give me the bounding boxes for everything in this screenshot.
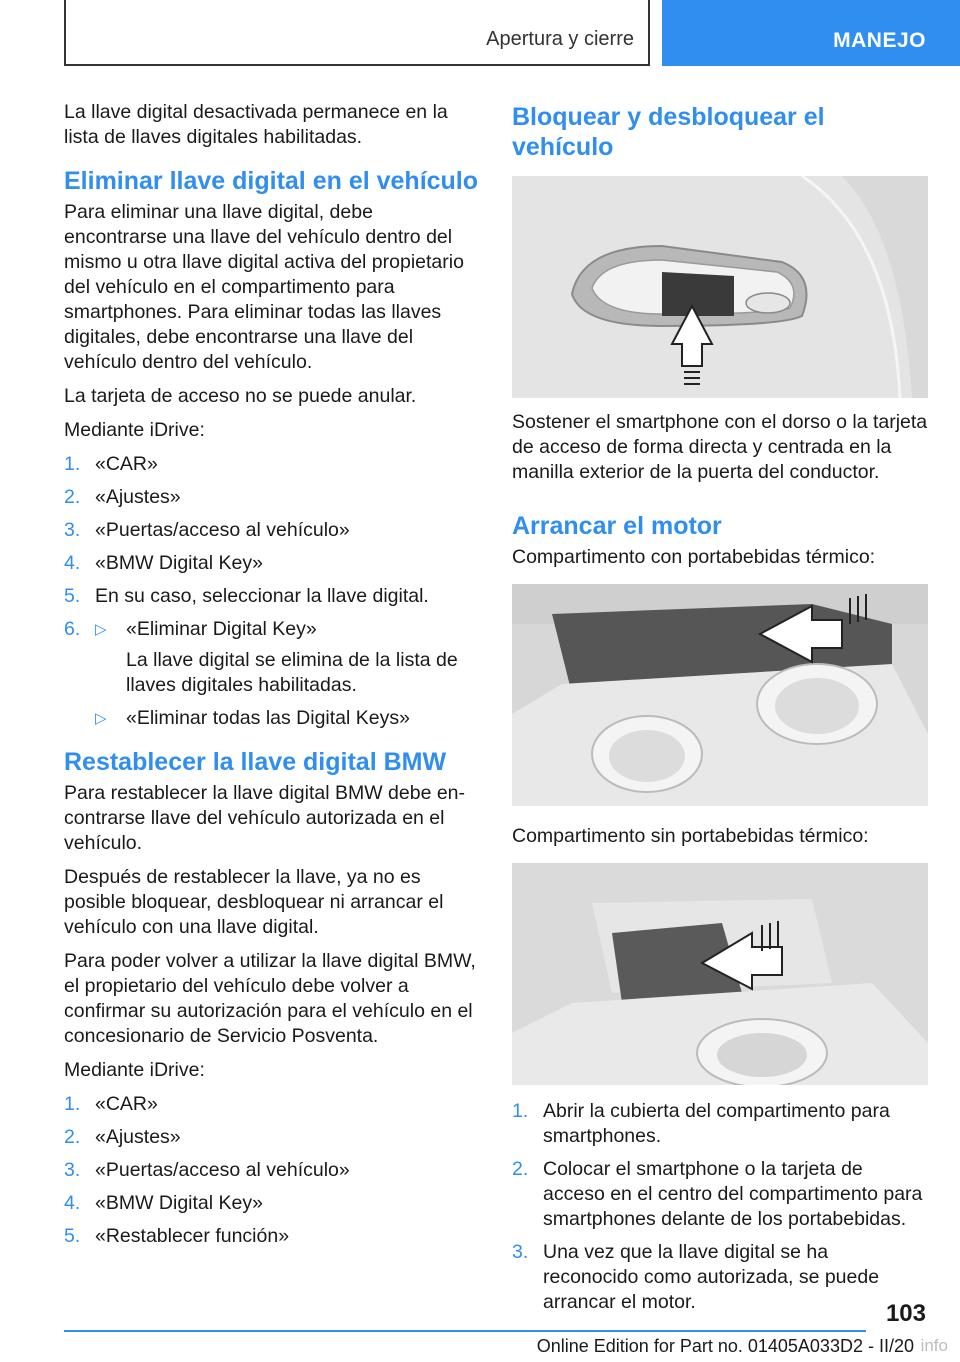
step-text: «BMW Digital Key»	[95, 552, 263, 574]
watermark: info	[920, 1336, 948, 1355]
chapter-tab-label: MANEJO	[833, 29, 926, 52]
door-handle-illustration	[512, 176, 928, 398]
step-text: «Puertas/acceso al vehículo»	[95, 519, 350, 541]
step-text: Una vez que la llave digital se ha reconocido como autorizada, se puede arrancar el motor.	[543, 1241, 880, 1313]
start-paragraph-1: Compartimento con portabebidas térmico:	[512, 546, 876, 568]
step-text: Abrir la cubierta del compartimento para smartphones.	[543, 1100, 890, 1147]
sub-item-label: «Eliminar Digital Key»	[126, 618, 317, 640]
step-text: En su caso, seleccionar la llave digital.	[95, 585, 429, 607]
list-item	[64, 584, 480, 609]
step-text: «BMW Digital Key»	[95, 1192, 263, 1214]
step-number: 1.	[64, 453, 81, 475]
intro-paragraph: La llave digital desactivada permanece en la lista de llaves digitales habilitadas.	[64, 101, 448, 148]
list-item	[512, 1099, 928, 1149]
sub-item	[95, 706, 480, 731]
header-frame	[64, 0, 650, 66]
list-item	[64, 1125, 480, 1150]
reset-paragraph-2: Después de restablecer la llave, ya no es posible bloquear, desbloquear ni arrancar el vehículo con una llave digital.	[64, 866, 444, 938]
reset-paragraph-3: Para poder volver a utilizar la llave digital BMW, el propietario del vehículo debe volver a confirmar su autorización para el vehículo en el concesionario de Servicio Posventa.	[64, 950, 476, 1047]
step-number: 6.	[64, 618, 81, 640]
step-number: 3.	[64, 519, 81, 541]
section-title: Apertura y cierre	[486, 28, 634, 50]
compartment-standard-icon	[512, 863, 928, 1085]
step-number: 1.	[512, 1100, 529, 1122]
compartment-thermal-illustration	[512, 584, 928, 806]
step-number: 5.	[64, 1225, 81, 1247]
compartment-standard-illustration	[512, 863, 928, 1085]
start-paragraph-2: Compartimento sin portabebidas térmico:	[512, 825, 869, 847]
heading-start-engine: Arrancar el motor	[512, 512, 722, 540]
compartment-thermal-icon	[512, 584, 928, 806]
step-text: «CAR»	[95, 453, 158, 475]
step-number: 1.	[64, 1093, 81, 1115]
step-text: «Restablecer función»	[95, 1225, 290, 1247]
step-text: «CAR»	[95, 1093, 158, 1115]
step-text: «Puertas/acceso al vehículo»	[95, 1159, 350, 1181]
delete-paragraph-2: La tarjeta de acceso no se puede anular.	[64, 385, 417, 407]
left-column	[64, 100, 480, 1259]
list-item	[64, 1191, 480, 1216]
step-number: 3.	[512, 1241, 529, 1263]
step-text: «Ajustes»	[95, 1126, 181, 1148]
list-item	[512, 1240, 928, 1315]
step-number: 5.	[64, 585, 81, 607]
page-number: 103	[885, 1300, 926, 1327]
reset-paragraph-1: Para restablecer la llave digital BMW debe encontrarse llave del vehículo autorizada en el vehículo.	[64, 782, 466, 854]
list-item	[64, 452, 480, 477]
list-item	[64, 1224, 480, 1249]
list-item	[64, 617, 480, 731]
triangle-bullet-icon: ▷	[95, 621, 107, 638]
list-item	[64, 1158, 480, 1183]
list-item	[512, 1157, 928, 1232]
start-steps-list	[512, 1099, 928, 1315]
heading-lock-unlock: Bloquear y desbloquear el vehículo	[512, 103, 825, 161]
sub-options-list	[95, 617, 480, 731]
delete-steps-list	[64, 452, 480, 731]
sub-item-description: La llave digital se elimina de la lista de llaves digitales habilitadas.	[126, 649, 458, 696]
step-number: 4.	[64, 1192, 81, 1214]
step-number: 2.	[64, 1126, 81, 1148]
chapter-tab[interactable]	[662, 0, 960, 66]
sub-item-label: «Eliminar todas las Digital Keys»	[126, 707, 410, 729]
step-text: «Ajustes»	[95, 486, 181, 508]
list-item	[64, 485, 480, 510]
right-column	[512, 100, 928, 1325]
delete-paragraph-3: Mediante iDrive:	[64, 419, 205, 441]
step-number: 2.	[64, 486, 81, 508]
heading-reset-key: Restablecer la llave digital BMW	[64, 748, 447, 776]
door-handle-icon	[512, 176, 928, 398]
list-item	[64, 1092, 480, 1117]
step-number: 4.	[64, 552, 81, 574]
heading-delete-key: Eliminar llave digital en el vehículo	[64, 167, 479, 195]
step-text: Colocar el smartphone o la tarjeta de acceso en el centro del compartimento para smartphones delante de los portabebidas.	[543, 1158, 923, 1230]
edition-text: Online Edition for Part no. 01405A033D2 - II/20	[536, 1336, 914, 1356]
list-item	[64, 518, 480, 543]
delete-paragraph-1: Para eliminar una llave digital, debe encontrarse una llave del vehículo dentro del mismo u otra llave digital activa del propietario del vehículo en el compartimento para smartphones. Para eliminar todas las llaves digitales, debe encontrarse una llave del vehículo dentro del vehículo.	[64, 201, 464, 373]
list-item	[64, 551, 480, 576]
step-number: 3.	[64, 1159, 81, 1181]
sub-item	[95, 617, 480, 698]
step-number: 2.	[512, 1158, 529, 1180]
reset-paragraph-4: Mediante iDrive:	[64, 1059, 205, 1081]
footer-divider	[64, 1330, 866, 1332]
reset-steps-list	[64, 1092, 480, 1249]
triangle-bullet-icon: ▷	[95, 710, 107, 727]
lock-paragraph: Sostener el smartphone con el dorso o la tarjeta de acceso de forma directa y centrada en la manilla exterior de la puerta del conductor.	[512, 411, 928, 483]
